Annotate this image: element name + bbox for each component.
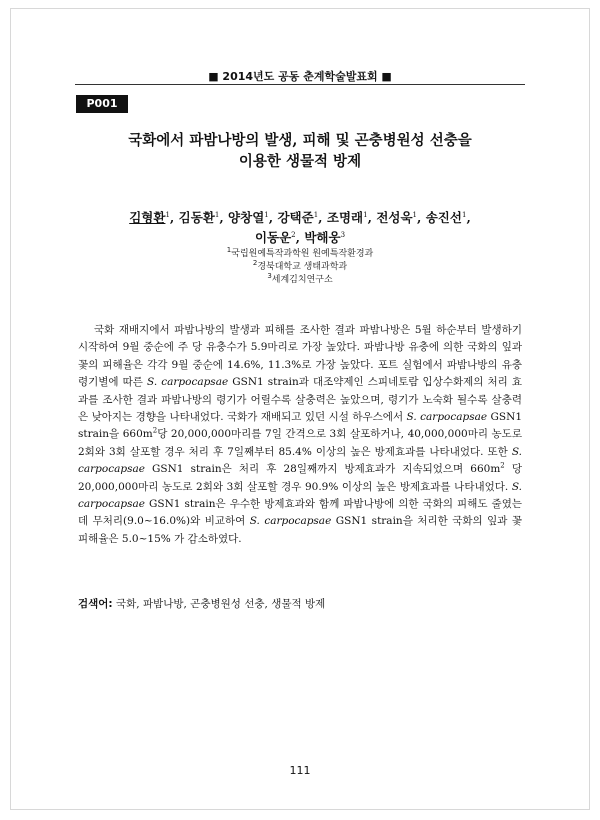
author-affil-sup: 1 xyxy=(363,210,368,219)
author-name: 양창열 xyxy=(228,210,265,225)
keywords-line xyxy=(78,596,522,613)
author-line-2: 이동운$^2$, 박해웅$^3$ xyxy=(254,230,346,245)
author-affil-sup: 1 xyxy=(313,210,319,219)
species-name: S. carpocapsae xyxy=(147,376,229,389)
affiliation-1: $^1$국립원예특작과학원 원예특작환경과 xyxy=(226,246,374,259)
species-name: S. carpocapsae xyxy=(406,411,488,424)
author-affil-sup: 3 xyxy=(340,230,346,239)
paper-title xyxy=(75,130,525,172)
author-list xyxy=(75,208,525,248)
author-name: 박해웅 xyxy=(304,230,341,245)
keywords-label: 검색어: xyxy=(78,598,113,610)
affiliation-sup: 2 xyxy=(252,259,258,267)
author-name: 송진선 xyxy=(425,210,462,225)
species-name: S. carpocapsae xyxy=(78,445,522,476)
title-line-1: 국화에서 파밤나방의 발생, 피해 및 곤충병원성 선충을 xyxy=(128,132,472,149)
author-affil-sup: 1 xyxy=(461,210,467,219)
affiliation-list xyxy=(75,248,525,287)
author-name: 전성욱 xyxy=(376,210,413,225)
author-affil-sup: 1 xyxy=(264,210,269,219)
author-name: 강택준 xyxy=(277,210,314,225)
author-name: 조명래 xyxy=(326,210,364,225)
author-line-1: 김형환$^1$, 김동환$^1$, 양창열$^1$, 강택준$^1$, 조명래$^1$, 전성욱$^1$, 송진선$^1$, xyxy=(129,210,471,225)
author-name: 김동환 xyxy=(178,210,215,225)
affiliation-sup: 1 xyxy=(226,246,232,254)
affiliation-sup: 3 xyxy=(267,272,272,280)
author-affil-sup: 1 xyxy=(214,210,220,219)
abstract-paragraph: 국화 재배지에서 파밤나방의 발생과 피해를 조사한 결과 파밤나방은 5월 하순부터 발생하기 시작하여 9월 중순에 주 당 유충수가 5.9마리로 가장 높았다. 파밤나방 유충에 의한 국화의 잎과 꽃의 피해율은 각각 9월 중순에 14.6%, 11.3%로 가장 높았다. 포트 실험에서 파밤나방의 유충 령기별에 따른 S. carpocapsae GSN1 strain과 대조약제인 스피네토람 입상수화제의 처리 효과를 조사한 결과 파밤나방의 령기가 어릴수록 살충력은 높았으며, 령기가 노숙화 될수록 살충력은 낮아지는 경향을 나타내었다. 국화가 재배되고 있던 시설 하우스에서 S. carpocapsae GSN1 strain을 $660m^2$당 20,000,000마리를 7일 간격으로 3회 살포하거나, 40,000,000마리 농도로 2회와 3회 살포할 경우 처리 후 7일째부터 85.4% 이상의 높은 방제효과를 나타내었다. 또한 S. carpocapsae GSN1 strain은 처리 후 28일째까지 방제효과가 지속되었으며 $660m^2$ 당 20,000,000마리 농도로 2회와 3회 살포할 경우 90.9% 이상의 높은 방제효과를 나타내었다. S. carpocapsae GSN1 strain은 우수한 방제효과와 함께 파밤나방에 의한 국화의 피해도 줄였는데 무처리(9.0~16.0%)와 비교하여 S. carpocapsae GSN1 strain을 처리한 국화의 잎과 꽃 피해율은 5.0~15% 가 감소하였다. xyxy=(78,324,522,545)
author-affil-sup: 2 xyxy=(291,230,296,239)
author-affil-sup: 1 xyxy=(165,210,170,219)
header-divider xyxy=(75,84,525,85)
affiliation-2: $^2$경북대학교 생태과학과 xyxy=(252,259,348,272)
keywords-text: 국화, 파밤나방, 곤충병원성 선충, 생물적 방제 xyxy=(112,598,326,610)
author-name: 이동운 xyxy=(254,230,292,245)
title-line-2: 이용한 생물적 방제 xyxy=(238,153,362,170)
species-name: S. carpocapsae xyxy=(249,515,332,528)
abstract-body xyxy=(78,322,522,548)
conference-header: ■ 2014년도 공동 춘계학술발표회 ■ xyxy=(208,70,392,83)
species-name: S. carpocapsae xyxy=(78,480,522,511)
page-number: 111 xyxy=(289,764,311,777)
affiliation-3: $^3$세계김치연구소 xyxy=(267,272,333,285)
author-affil-sup: 1 xyxy=(412,210,418,219)
abstract-code-badge: P001 xyxy=(76,95,128,113)
author-name: 김형환 xyxy=(129,210,166,225)
